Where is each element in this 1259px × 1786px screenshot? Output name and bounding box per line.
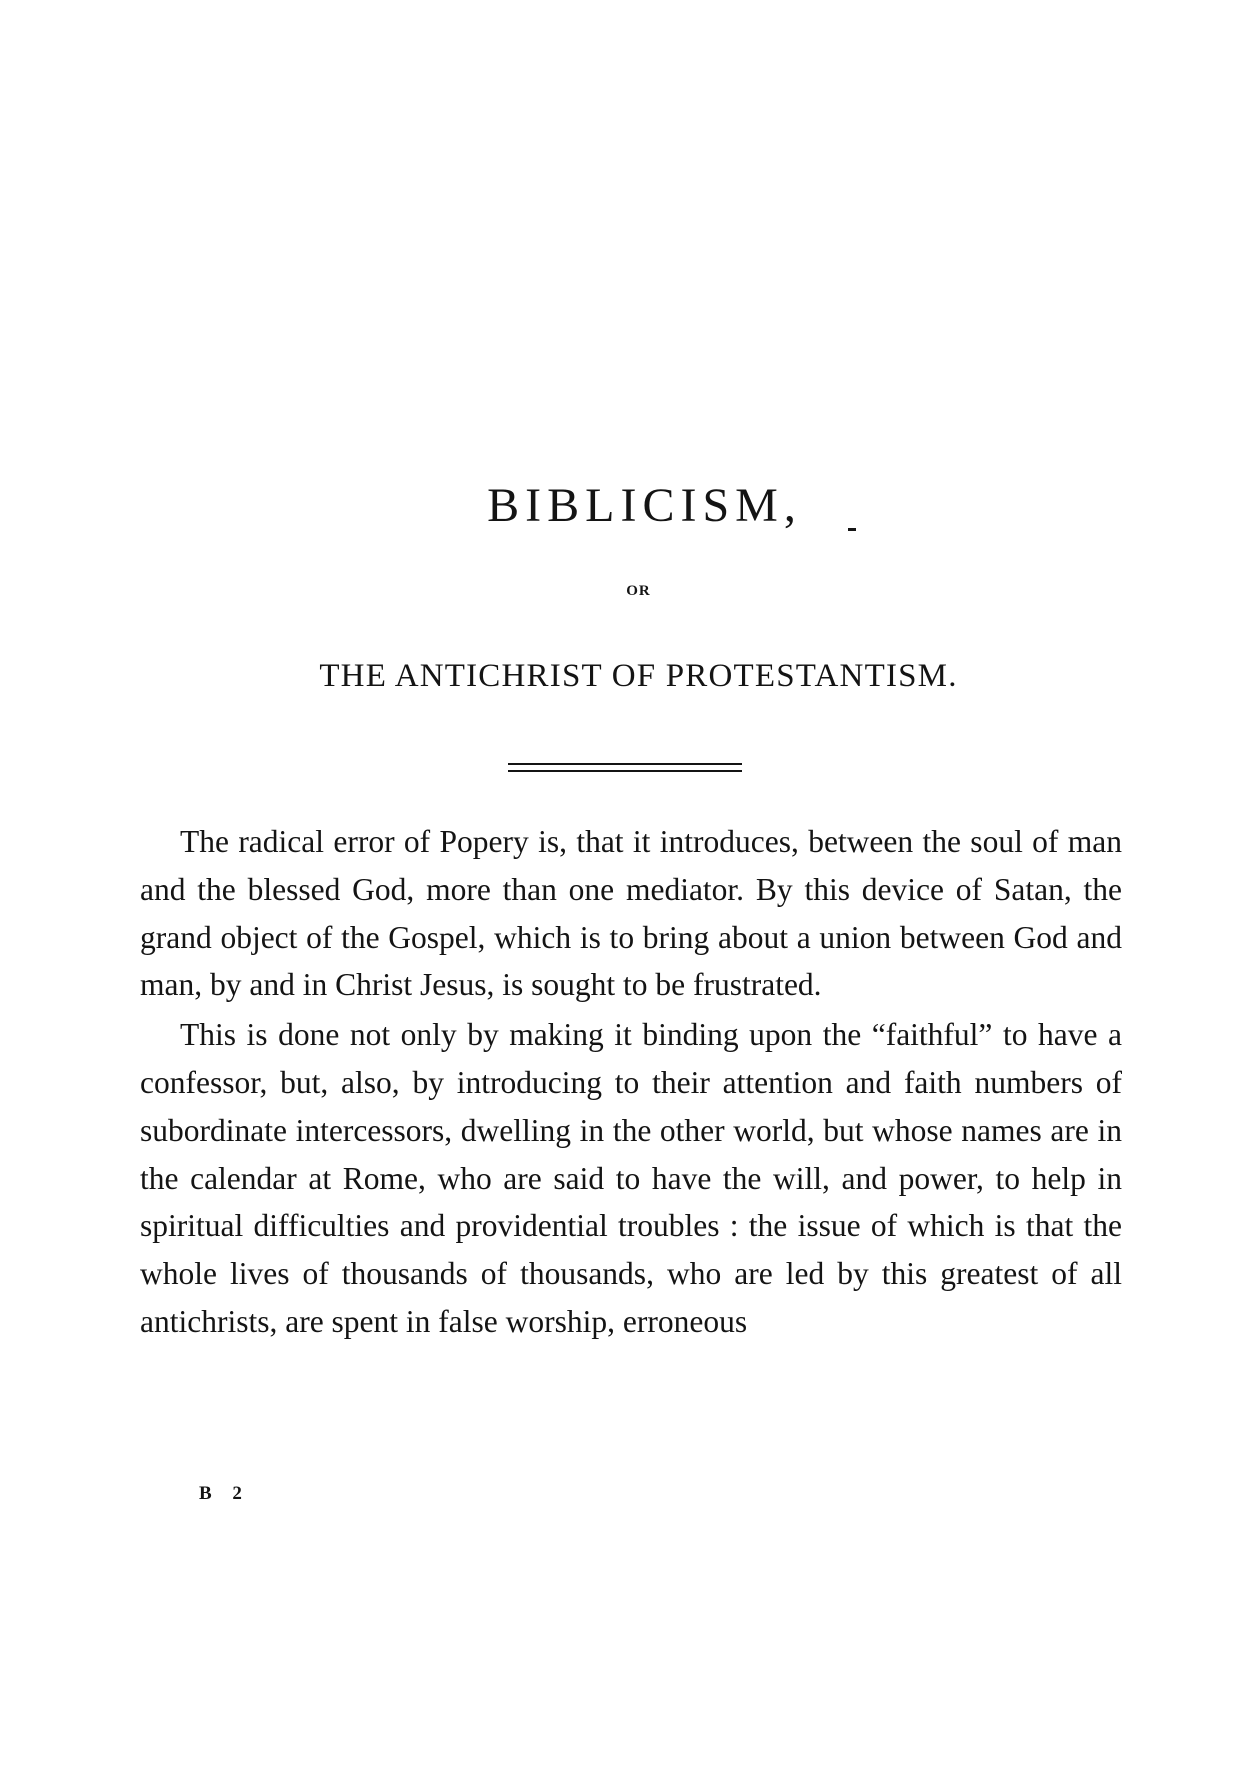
title-conjunction: OR	[626, 583, 651, 599]
signature-mark: B 2	[199, 1483, 250, 1504]
double-rule-bottom	[508, 770, 742, 772]
double-rule-top	[508, 763, 742, 765]
title-ink-mark	[848, 528, 856, 531]
paragraph-1: The radical error of Popery is, that it introduces, between the soul of man and the blessed God, more than one mediator. By this device of Satan, the grand object of the Gospel, which is to bring about a union between God and man, by and in Christ Jesus, is sought to be frustrated.	[140, 824, 1122, 1003]
body-text	[140, 818, 1122, 1346]
paragraph-2: This is done not only by making it binding upon the “faithful” to have a confessor, but, also, by introducing to their attention and faith numbers of subordinate intercessors, dwelling in the other world, but whose names are in the calendar at Rome, who are said to have the will, and power, to help in spiritual difficulties and providential troubles : the issue of which is that the whole lives of thousands of thousands, who are led by this greatest of all antichrists, are spent in false worship, erroneous	[140, 1017, 1122, 1339]
page-subtitle: THE ANTICHRIST OF PROTESTANTISM.	[319, 658, 958, 694]
page-title: BIBLICISM,	[487, 479, 802, 532]
